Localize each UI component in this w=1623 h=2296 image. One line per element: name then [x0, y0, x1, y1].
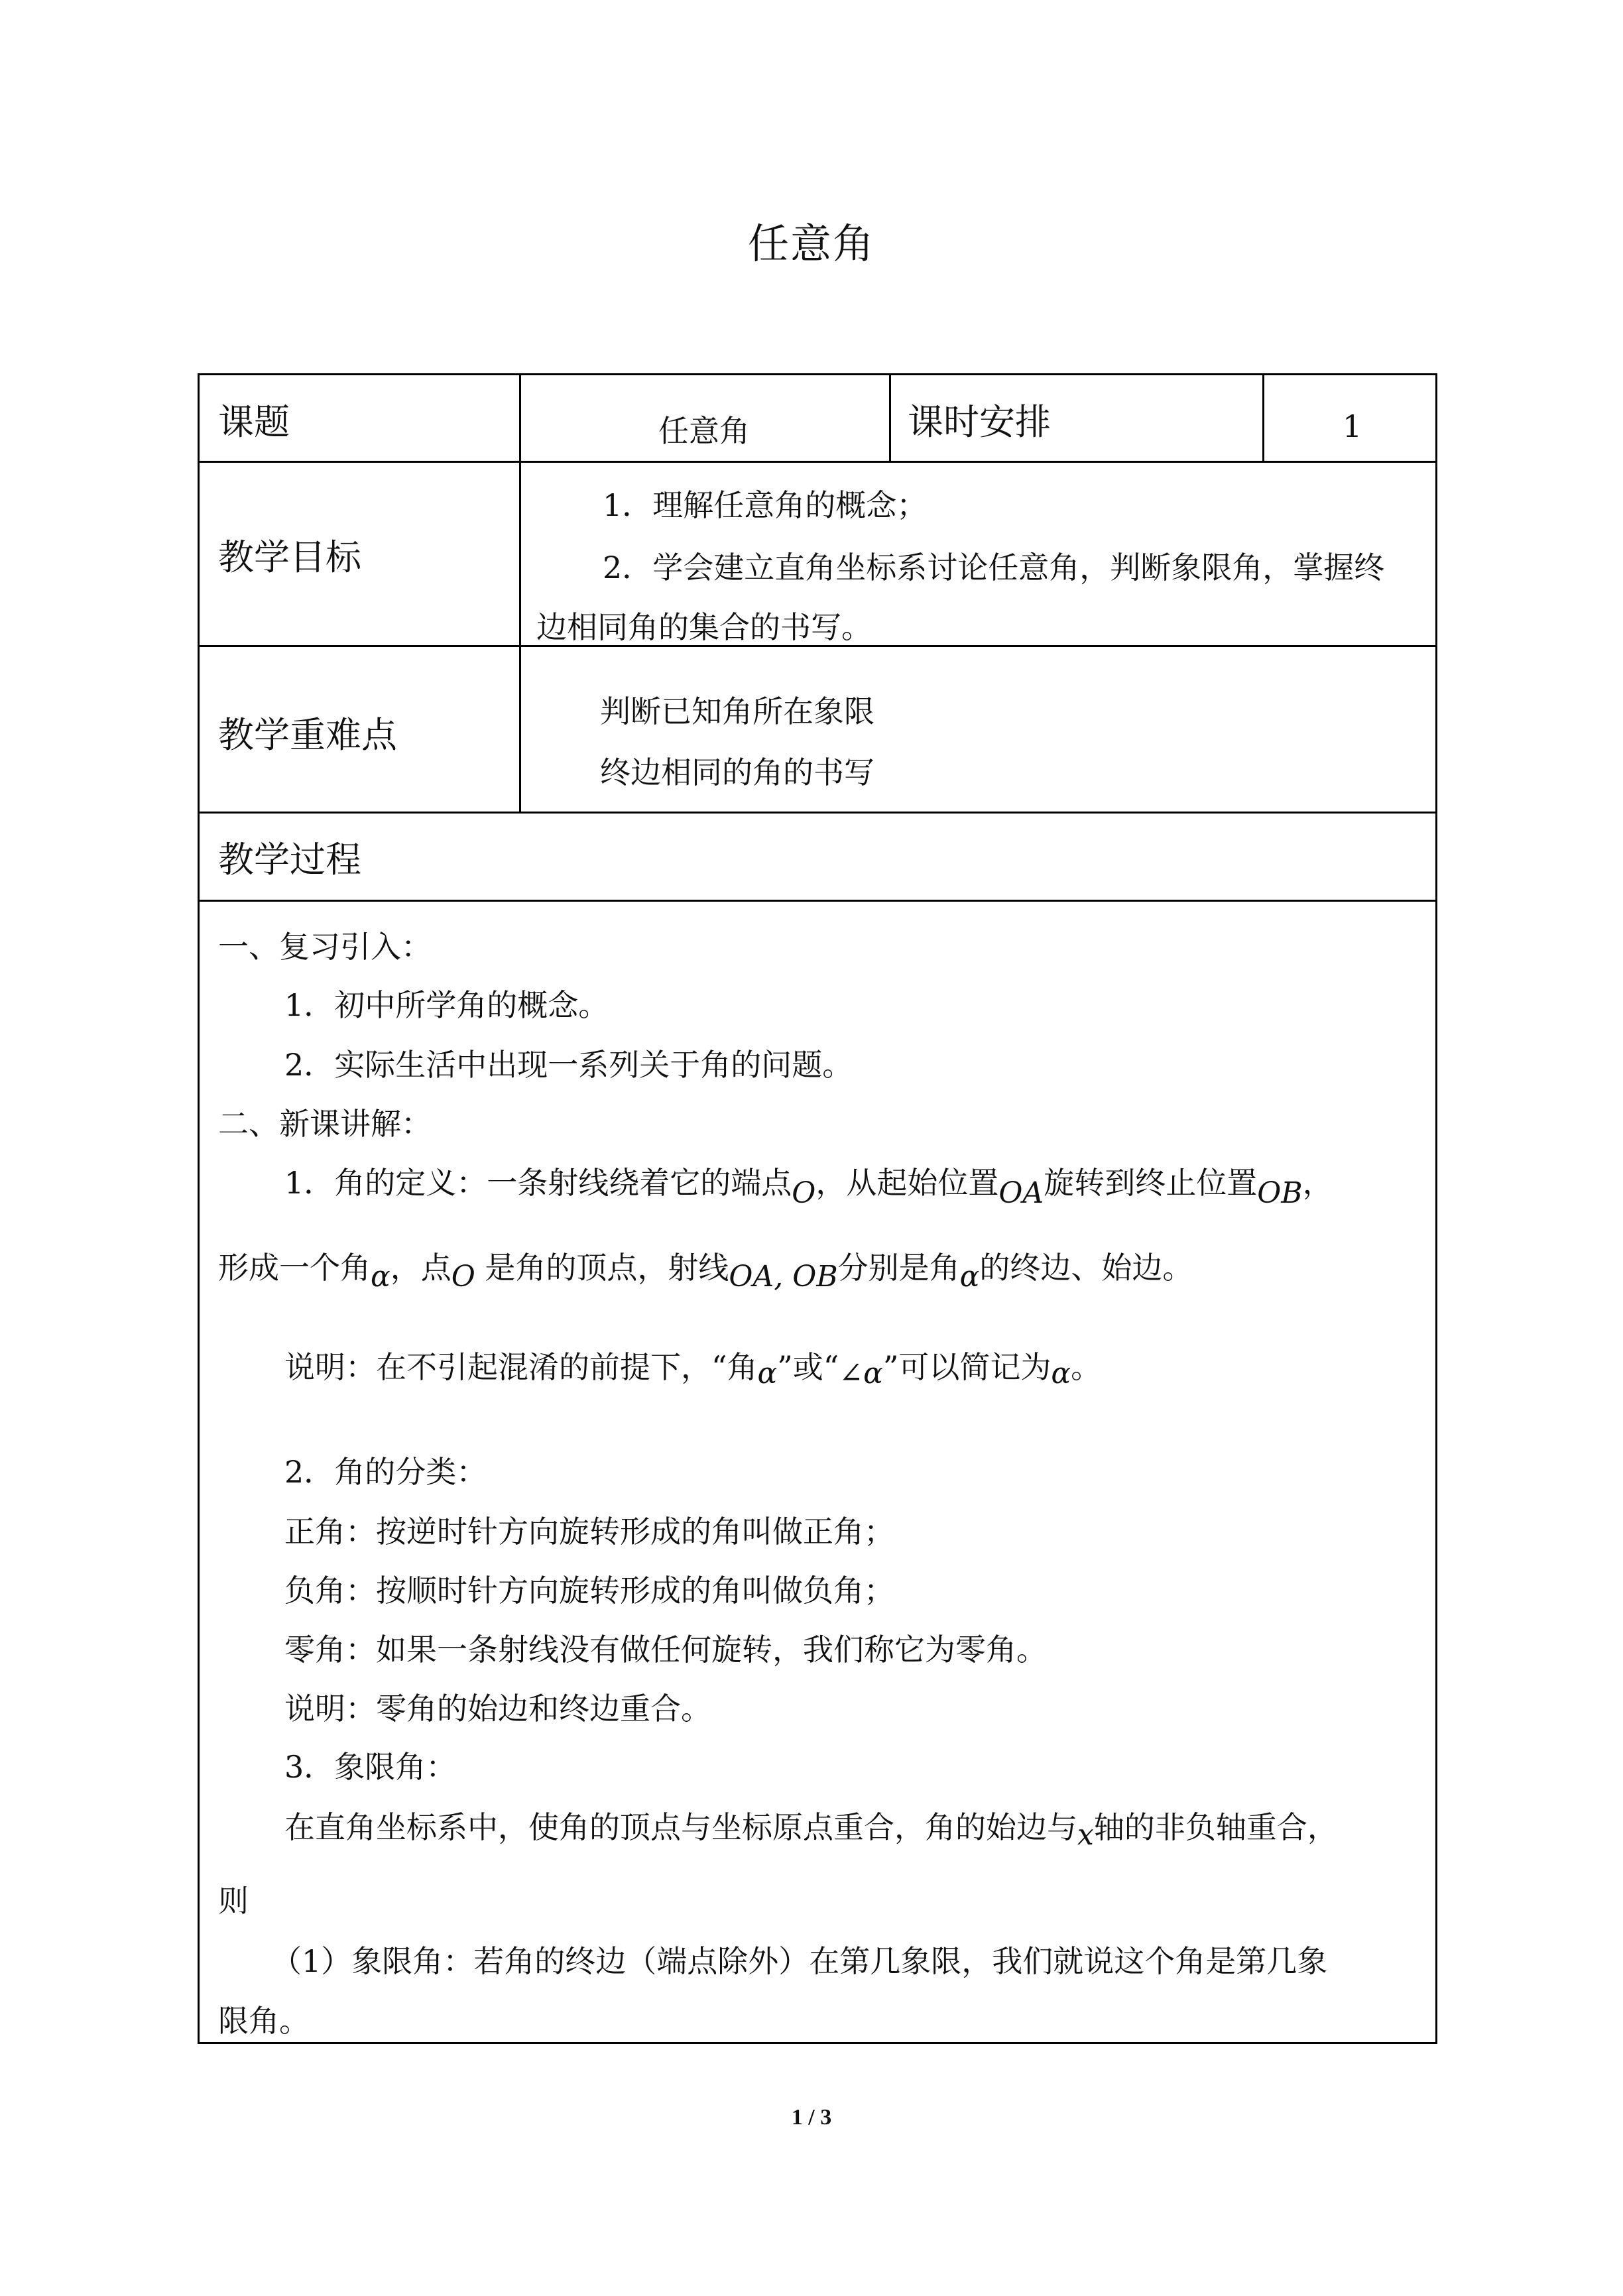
paragraph-text: 轴的非负轴重合， [1093, 1809, 1338, 1845]
subsection-heading: 3．象限角： [284, 1749, 457, 1785]
column-divider [889, 375, 891, 461]
note-text: ”可以简记为 [882, 1349, 1052, 1385]
definition-text: 的终边、始边。 [979, 1250, 1193, 1286]
math-x: x [1077, 1818, 1094, 1852]
math-OB: OB [1257, 1176, 1303, 1210]
column-divider [1262, 375, 1264, 461]
note-text: 说明：在不引起混淆的前提下，“角 [284, 1349, 758, 1385]
list-item: 1．初中所学角的概念。 [284, 987, 609, 1023]
list-item: 2．实际生活中出现一系列关于角的问题。 [284, 1047, 853, 1083]
paragraph-line: 限角。 [218, 2003, 310, 2039]
paragraph-line: 则 [218, 1883, 249, 1919]
subsection-heading: 2．角的分类： [284, 1454, 487, 1490]
math-alpha: α [757, 1357, 778, 1390]
math-OA-OB: OA, OB [729, 1260, 838, 1294]
paragraph-text: 在直角坐标系中，使角的顶点与坐标原点重合，角的始边与 [284, 1809, 1077, 1845]
definition-text: ， [1302, 1165, 1333, 1201]
math-alpha: α [371, 1260, 391, 1294]
paragraph-line [284, 1803, 1338, 1852]
keypoint-line: 终边相同的角的书写 [600, 755, 874, 790]
row-divider [200, 461, 1435, 463]
note-line [284, 1343, 1102, 1390]
math-alpha: α [959, 1260, 980, 1294]
row-divider [200, 812, 1435, 814]
definition-text: 旋转到终止位置 [1044, 1165, 1258, 1201]
note-text: ”或“ [777, 1349, 839, 1385]
paragraph-line: （1）象限角：若角的终边（端点除外）在第几象限，我们就说这个角是第几象 [271, 1943, 1328, 1979]
list-item: 正角：按逆时针方向旋转形成的角叫做正角； [284, 1514, 894, 1549]
topic-value: 任意角 [658, 413, 750, 449]
objectives-label: 教学目标 [218, 536, 361, 578]
column-divider [519, 375, 521, 813]
process-label: 教学过程 [218, 839, 361, 880]
section-heading: 一、复习引入： [218, 929, 432, 965]
math-angle-alpha: ∠α [839, 1357, 883, 1390]
section-heading: 二、新课讲解： [218, 1106, 432, 1142]
list-item: 零角：如果一条射线没有做任何旋转，我们称它为零角。 [284, 1632, 1047, 1667]
lesson-plan-table [198, 373, 1437, 2044]
schedule-label: 课时安排 [908, 401, 1051, 443]
row-divider [200, 900, 1435, 902]
objective-line: 2．学会建立直角坐标系讨论任意角，判断象限角，掌握终 [603, 550, 1385, 585]
math-alpha: α [1051, 1357, 1071, 1390]
math-O: O [451, 1260, 475, 1294]
list-item: 负角：按顺时针方向旋转形成的角叫做负角； [284, 1573, 894, 1608]
definition-text: 形成一个角 [218, 1250, 371, 1286]
definition-text: ，点 [390, 1250, 451, 1286]
definition-text: 是角的顶点，射线 [485, 1250, 729, 1286]
page-number: 1 / 3 [791, 2105, 832, 2130]
page-title: 任意角 [747, 219, 875, 268]
note-text: 。 [1071, 1349, 1102, 1385]
keypoint-line: 判断已知角所在象限 [600, 694, 874, 729]
definition-text: 1．角的定义：一条射线绕着它的端点 [284, 1165, 792, 1201]
objective-line: 边相同角的集合的书写。 [536, 609, 872, 645]
topic-label: 课题 [218, 401, 290, 443]
math-OA: OA [998, 1176, 1044, 1210]
list-item: 说明：零角的始边和终边重合。 [284, 1691, 711, 1726]
keypoints-label: 教学重难点 [218, 714, 397, 756]
definition-line [218, 1244, 1193, 1294]
definition-text: 分别是角 [837, 1250, 960, 1286]
objective-line: 1．理解任意角的概念； [603, 487, 928, 523]
definition-line [284, 1159, 1333, 1210]
definition-text: ，从起始位置 [815, 1165, 999, 1201]
schedule-value: 1 [1343, 408, 1362, 444]
math-O: O [792, 1176, 816, 1210]
